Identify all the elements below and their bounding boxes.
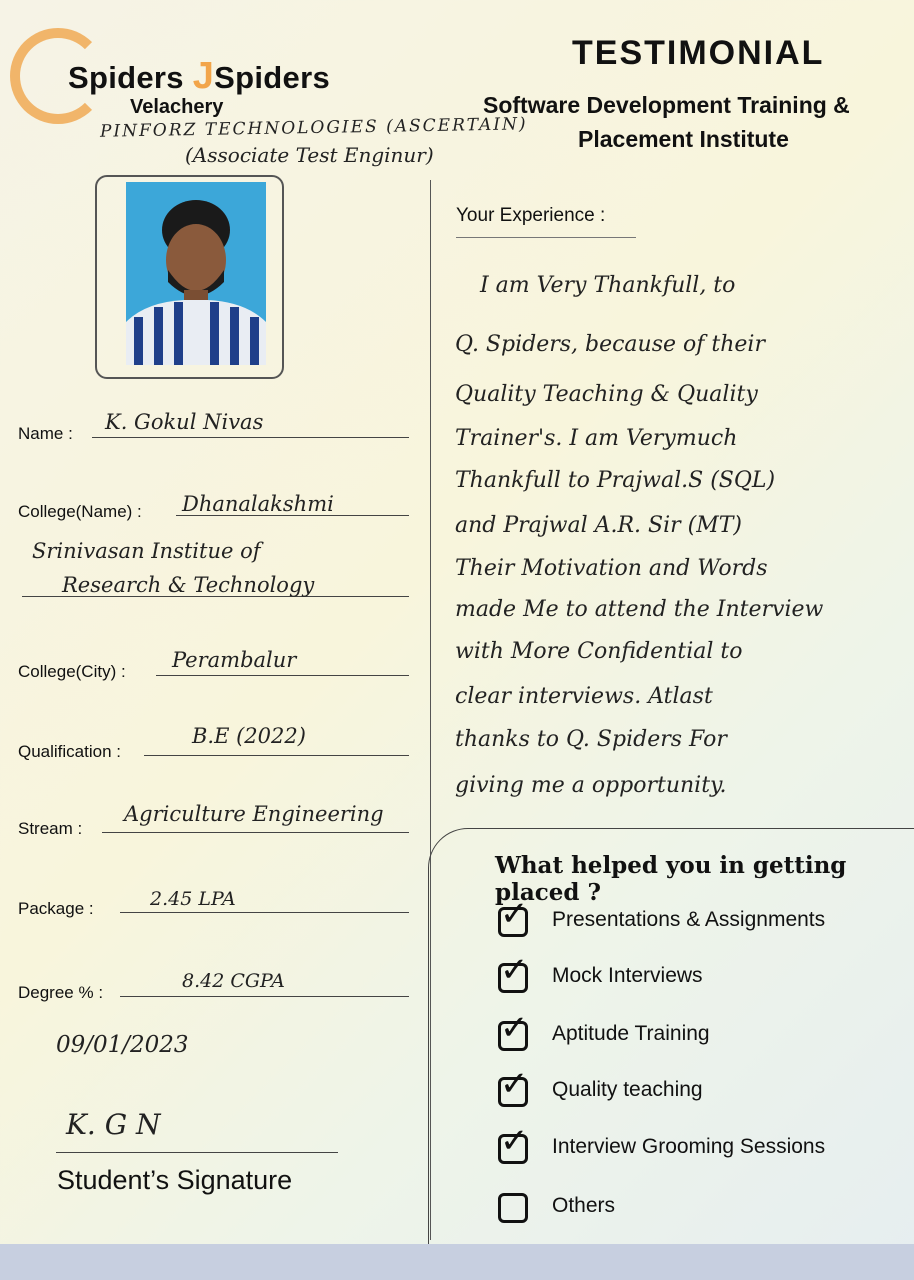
experience-line: made Me to attend the Interview [455,597,824,622]
experience-label-underline [456,237,636,238]
check-mark-icon: ✓ [500,1122,529,1160]
experience-line: thanks to Q. Spiders For [455,727,727,752]
experience-line: Their Motivation and Words [455,556,768,581]
placement-help-question: What helped you in getting placed ? [495,852,847,906]
logo-brand-j: J [192,55,215,97]
company-handwritten: PINFORZ TECHNOLOGIES (ASCERTAIN) [99,114,528,142]
degree-label: Degree % : [18,983,104,1002]
check-mark-icon: ✓ [500,1065,529,1103]
role-handwritten: (Associate Test Enginur) [185,143,434,167]
name-line [92,437,409,438]
qualification-line [144,755,409,756]
institute-subtitle-line2: Placement Institute [578,126,789,152]
experience-line: Trainer's. I am Verymuch [455,426,738,451]
option-label: Quality teaching [552,1078,703,1101]
name-value: K. Gokul Nivas [105,410,264,434]
degree-line [120,996,409,997]
stream-label: Stream : [18,819,83,838]
option-label: Others [552,1194,616,1217]
qualification-value: B.E (2022) [192,724,306,748]
experience-line: Quality Teaching & Quality [455,382,758,407]
college-city-line [156,675,409,676]
checkbox[interactable] [498,1193,528,1223]
student-signature: K. G N [66,1108,161,1141]
branch-name: Velachery [130,96,224,118]
qualification-label: Qualification : [18,742,121,761]
stream-line [102,832,409,833]
experience-line: I am Very Thankfull, to [480,273,736,298]
check-mark-icon: ✓ [500,1009,529,1047]
check-mark-icon: ✓ [500,895,529,933]
college-city-value: Perambalur [172,648,297,672]
experience-line: giving me a opportunity. [455,773,727,798]
experience-line: Thankfull to Prajwal.S (SQL) [455,468,776,493]
logo [68,55,330,98]
degree-value: 8.42 CGPA [182,970,285,992]
check-mark-icon: ✓ [500,951,529,989]
student-photo [126,182,266,365]
experience-line: Q. Spiders, because of their [455,332,765,357]
experience-line: with More Confidential to [455,639,743,664]
signature-line [56,1152,338,1153]
signature-label: Student’s Signature [57,1165,293,1195]
college-city-label: College(City) : [18,662,126,681]
option-label: Interview Grooming Sessions [552,1135,826,1158]
package-value: 2.45 LPA [150,888,236,910]
footer-band [0,1244,914,1280]
logo-brand-left: Spiders [68,60,184,95]
option-label: Presentations & Assignments [552,908,826,931]
name-label: Name : [18,424,73,443]
college-name-label: College(Name) : [18,502,142,521]
package-label: Package : [18,899,94,918]
experience-label: Your Experience : [456,205,606,226]
college-name-line3: Research & Technology [62,573,315,597]
stream-value: Agriculture Engineering [124,802,384,826]
experience-line: and Prajwal A.R. Sir (MT) [455,513,743,538]
institute-subtitle-line1: Software Development Training & [483,92,850,118]
experience-line: clear interviews. Atlast [455,684,713,709]
college-name-line1: Dhanalakshmi [182,492,334,516]
college-name-line2: Srinivasan Institue of [32,539,261,563]
page-title: TESTIMONIAL [572,34,825,72]
logo-brand-right: Spiders [214,60,330,95]
option-label: Aptitude Training [552,1022,710,1045]
date-value: 09/01/2023 [56,1032,189,1058]
package-line [120,912,409,913]
option-label: Mock Interviews [552,964,703,987]
